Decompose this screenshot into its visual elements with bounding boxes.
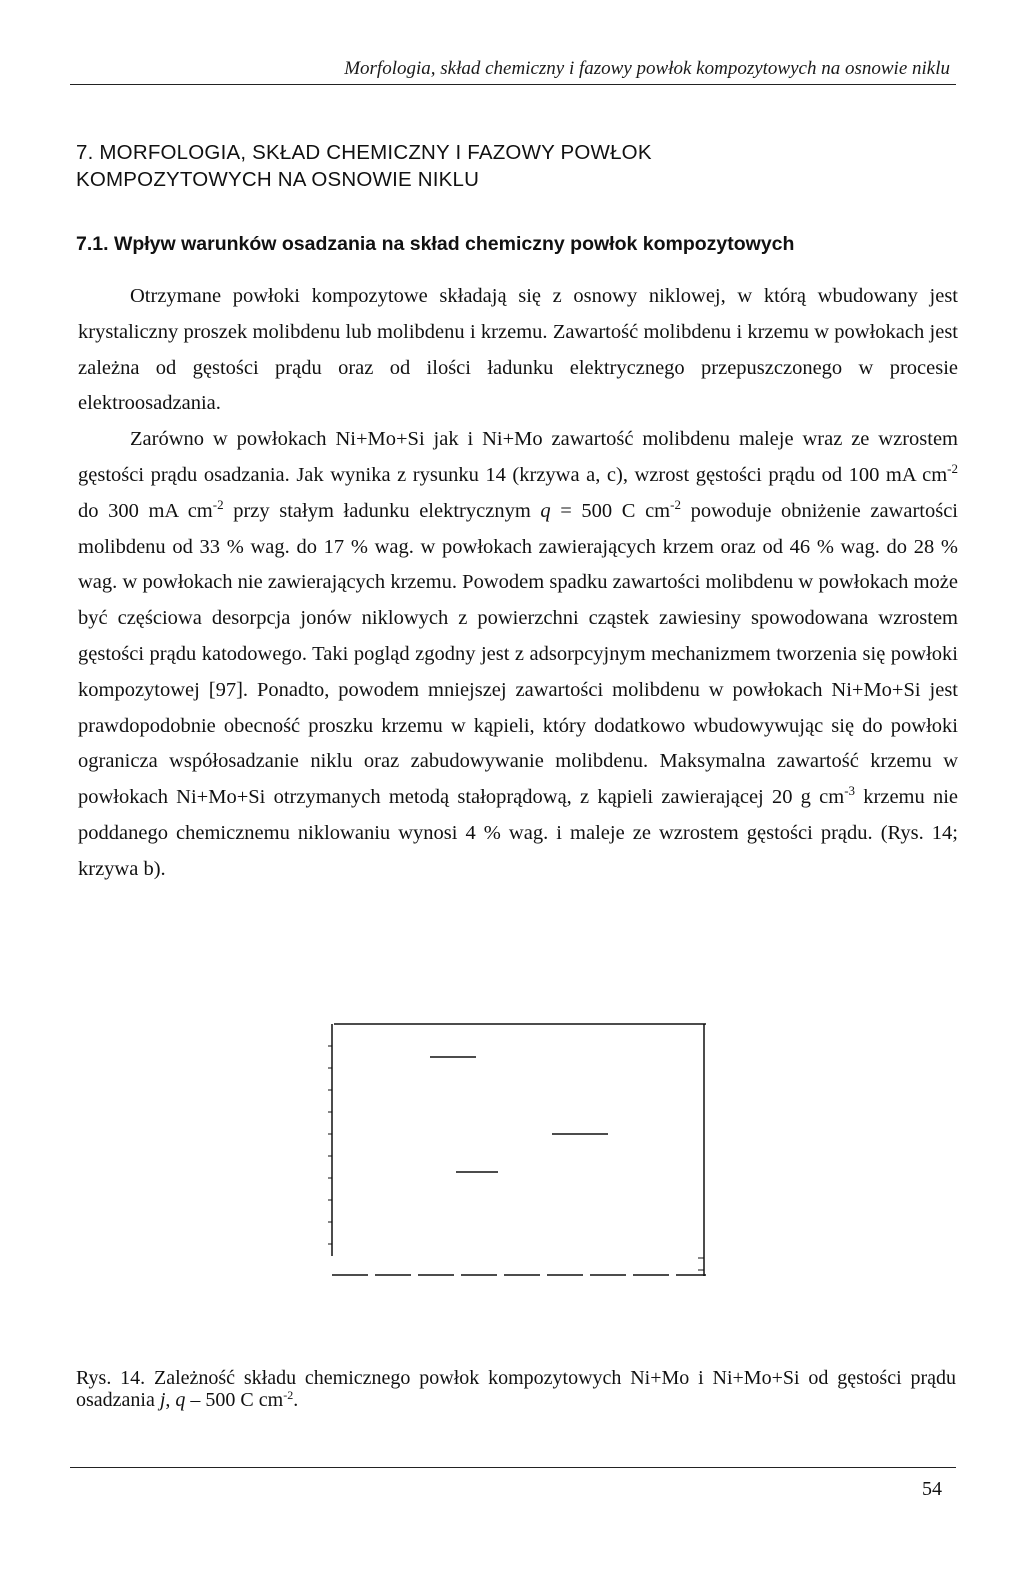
paragraph-2 [78,422,958,887]
figure-graphic [326,1020,710,1280]
caption-text-c: – 500 C cm [185,1389,284,1411]
paragraph-2-text-f: krzemu nie poddanego chemicznemu niklowaniu wynosi 4 % wag. i maleje ze wzrostem gęstości prądu. (Rys. 14; krzywa b). [78,786,958,880]
variable-q: q [175,1389,186,1411]
caption-text-b: , [165,1389,176,1411]
figure-caption [76,1367,956,1411]
paragraph-2-text-c: przy stałym ładunku elektrycznym [223,499,541,522]
superscript: -3 [844,783,856,799]
paragraph-1: Otrzymane powłoki kompozytowe składają się z osnowy niklowej, w którą wbudowany jest krystaliczny proszek molibdenu lub molibdenu i krzemu. Zawartość molibdenu i krzemu w powłokach jest zależna od gęstości prądu oraz od ilości ładunku elektrycznego przepuszczonego w procesie elektroosadzania. [78,285,958,415]
body-text [78,279,958,888]
superscript: -2 [283,1388,294,1402]
caption-text-d: . [293,1389,299,1411]
paragraph-2-text-d: = 500 C cm [550,499,671,522]
chapter-title-line-1: 7. MORFOLOGIA, SKŁAD CHEMICZNY I FAZOWY POWŁOK [76,141,652,164]
superscript: -2 [212,496,224,512]
right-axis-ticks [698,1258,704,1270]
paragraph-2-text-a: Zarówno w powłokach Ni+Mo+Si jak i Ni+Mo zawartość molibdenu maleje wraz ze wzrostem gęstości prądu osadzania. Jak wynika z rysunku 14 (krzywa a, c), wzrost gęstości prądu od 100 mA cm [78,428,958,486]
running-header: Morfologia, skład chemiczny i fazowy powłok kompozytowych na osnowie niklu [344,58,950,79]
chapter-title [76,139,936,193]
caption-text-a: Rys. 14. Zależność składu chemicznego powłok kompozytowych Ni+Mo i Ni+Mo+Si od gęstości prądu osadzania [76,1367,956,1411]
figure-14 [326,1020,710,1280]
superscript: -2 [670,496,681,512]
paragraph-2-text-b: do 300 mA cm [78,499,213,522]
variable-j: j [159,1389,166,1411]
paragraph-2-text-e: powoduje obniżenie zawartości molibdenu od 33 % wag. do 17 % wag. w powłokach zawierających krzem oraz od 46 % wag. do 28 % wag. w powłokach nie zawierających krzemu. Powodem spadku zawartości molibdenu w powłokach może być częściowa desorpcja jonów niklowych z powierzchni cząstek zawiesiny spowodowana wzrostem gęstości prądu katodowego. Taki pogląd zgodny jest z adsorpcyjnym mechanizmem tworzenia się powłoki kompozytowej [97]. Ponadto, powodem mniejszej zawartości molibdenu w powłokach Ni+Mo+Si jest prawdopodobnie obecność proszku krzemu w kąpieli, który dodatkowo wbudowywując się do powłoki ogranicza współosadzanie niklu oraz zabudowywanie molibdenu. Maksymalna zawartość krzemu w powłokach Ni+Mo+Si otrzymanych metodą stałoprądową, z kąpieli zawierającej 20 g cm [78,499,958,809]
section-title: 7.1. Wpływ warunków osadzania na skład chemiczny powłok kompozytowych [76,233,795,255]
footer-rule [70,1467,956,1468]
variable-q: q [540,499,551,522]
superscript: -2 [947,460,958,476]
page-number: 54 [922,1478,942,1500]
header-rule [70,84,956,85]
chapter-title-line-2: KOMPOZYTOWYCH NA OSNOWIE NIKLU [76,168,480,191]
